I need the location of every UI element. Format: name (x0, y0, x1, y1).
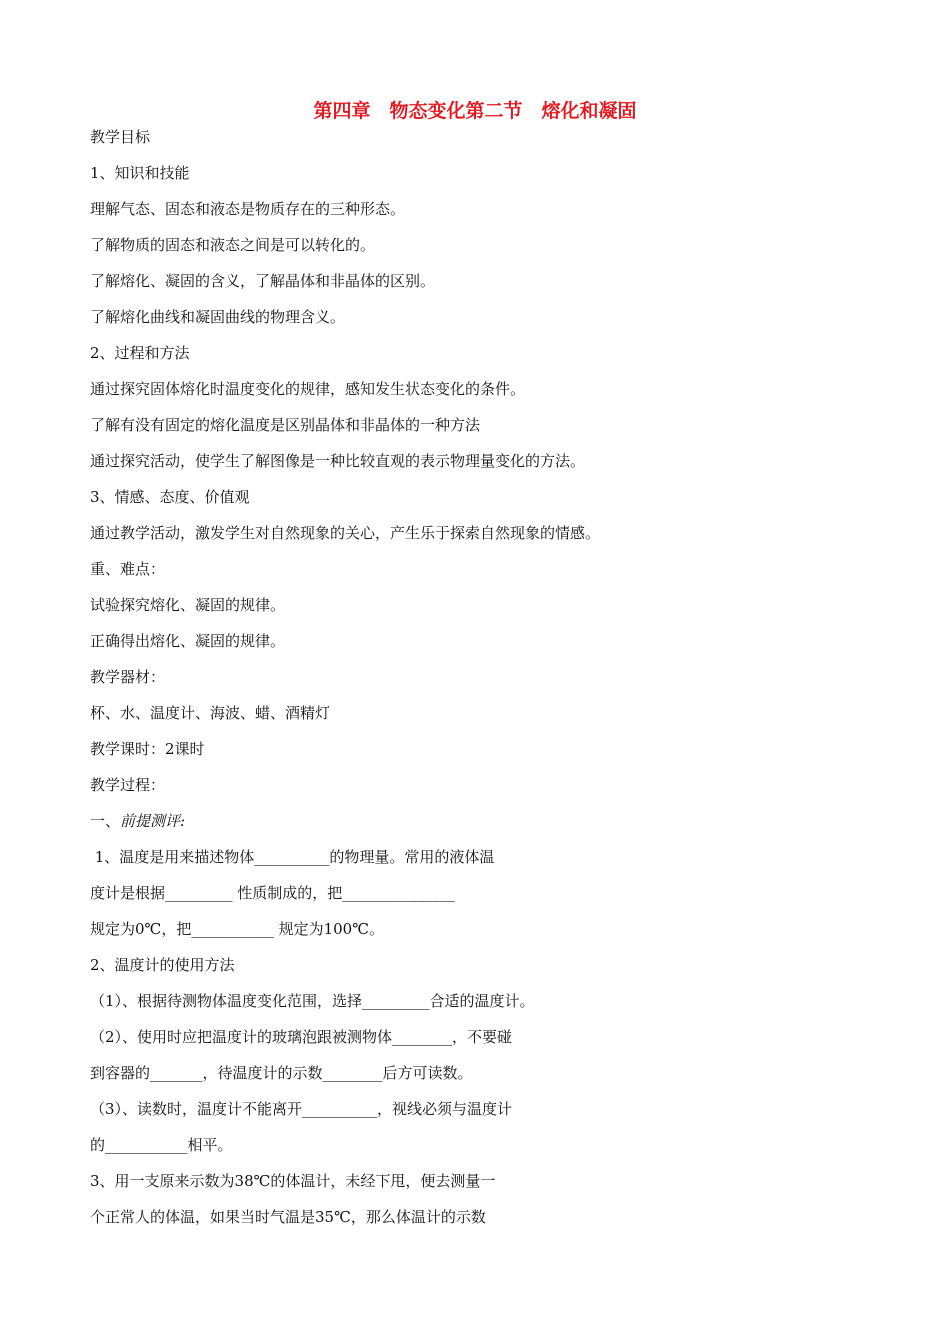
question-line: 的___________相平。 (90, 1136, 233, 1154)
question-line: 3、用一支原来示数为38℃的体温计，未经下甩，便去测量一 (90, 1172, 496, 1190)
question-line: （3）、读数时，温度计不能离开__________，视线必须与温度计 (90, 1100, 513, 1118)
question-line: （1）、根据待测物体温度变化范围，选择_________合适的温度计。 (90, 992, 535, 1010)
text-line: 教学过程： (90, 776, 166, 794)
text-line: 通过探究固体熔化时温度变化的规律，感知发生状态变化的条件。 (90, 380, 526, 398)
text-line: 了解有没有固定的熔化温度是区别晶体和非晶体的一种方法 (90, 416, 481, 434)
question-line: （2）、使用时应把温度计的玻璃泡跟被测物体________，不要碰 (90, 1028, 513, 1046)
text-line: 教学课时：2课时 (90, 740, 205, 758)
text-line: 教学目标 (90, 128, 151, 146)
text-line: 1、知识和技能 (90, 164, 190, 182)
question-line: 个正常人的体温，如果当时气温是35℃，那么体温计的示数 (90, 1208, 486, 1226)
text-line: 教学器材： (90, 668, 166, 686)
text-line: 重、难点： (90, 560, 166, 578)
text-line: 通过探究活动，使学生了解图像是一种比较直观的表示物理量变化的方法。 (90, 452, 586, 470)
text-line: 2、过程和方法 (90, 344, 190, 362)
text-line: 3、情感、态度、价值观 (90, 488, 250, 506)
question-line: 度计是根据_________ 性质制成的，把_______________ (90, 884, 455, 902)
page-title: 第四章 物态变化第二节 熔化和凝固 (313, 100, 637, 122)
text-line: 了解熔化、凝固的含义，了解晶体和非晶体的区别。 (90, 272, 436, 290)
question-line: 2、温度计的使用方法 (90, 956, 235, 974)
text-line: 理解气态、固态和液态是物质存在的三种形态。 (90, 200, 406, 218)
section-prefix: 一、 (90, 812, 121, 830)
text-line: 了解物质的固态和液态之间是可以转化的。 (90, 236, 376, 254)
question-line: 1、温度是用来描述物体__________的物理量。常用的液体温 (90, 848, 495, 866)
text-line: 了解熔化曲线和凝固曲线的物理含义。 (90, 308, 346, 326)
text-line: 试验探究熔化、凝固的规律。 (90, 596, 286, 614)
question-line: 到容器的_______，待温度计的示数________后方可读数。 (90, 1064, 473, 1082)
text-line: 通过教学活动，激发学生对自然现象的关心，产生乐于探索自然现象的情感。 (90, 524, 601, 542)
document-body (90, 124, 880, 1240)
text-line: 杯、水、温度计、海波、蜡、酒精灯 (90, 704, 331, 722)
question-line: 规定为0℃，把___________ 规定为100℃。 (90, 920, 385, 938)
section-heading (90, 808, 880, 844)
text-line: 正确得出熔化、凝固的规律。 (90, 632, 286, 650)
section-label: 前提测评: (120, 812, 186, 830)
